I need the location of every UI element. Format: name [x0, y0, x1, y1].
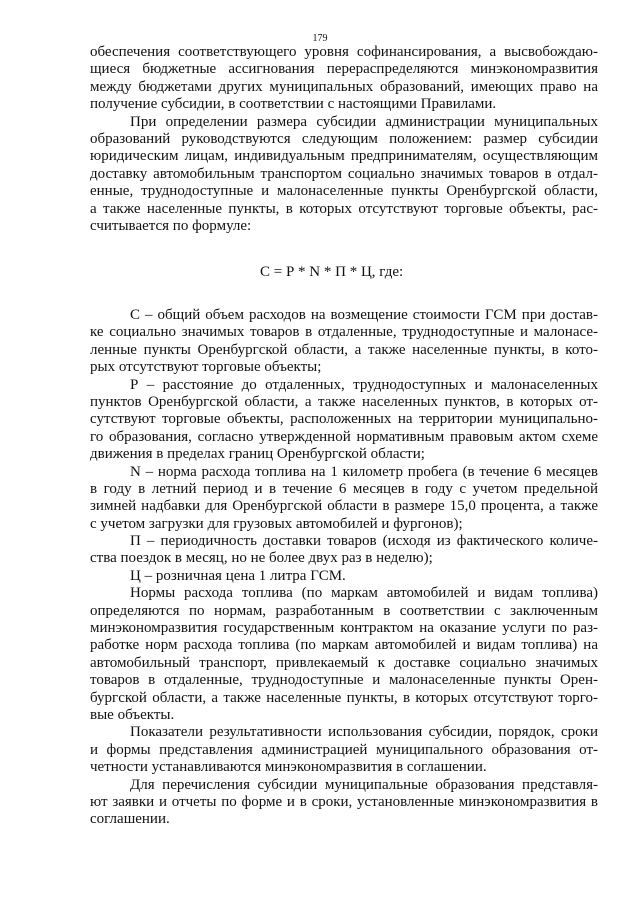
text-line: бургской области, а также населенные пункты, в которых отсутствуют торго- [90, 689, 598, 706]
text-line: При определении размера субсидии администрации муниципальных [130, 113, 598, 130]
page-number: 179 [312, 33, 328, 44]
text-line: соглашении. [90, 811, 170, 828]
text-line: в году в летний период и в течение 6 месяцев в году с учетом предельной [90, 480, 598, 497]
text-line: енные, труднодоступные и малонаселенные пункты Оренбургской области, [90, 183, 598, 200]
text-line: щиеся бюджетные ассигнования перераспределяются минэкономразвития [90, 61, 598, 78]
text-line: минэкономразвития государственным контрактом на оказание услуги по раз- [90, 620, 598, 637]
text-line: четности устанавливаются минэкономразвития в соглашении. [90, 759, 487, 776]
text-line: ства поездок в месяц, но не более двух раз в неделю); [90, 550, 433, 567]
text-line: движения в пределах границ Оренбургской области; [90, 446, 425, 463]
text-line: а также населенные пункты, в которых отсутствуют торговые объекты, рас- [90, 200, 598, 217]
text-block-definitions [90, 307, 598, 829]
text-line: пунктов Оренбургской области, а также населенных пунктов, в которых от- [90, 393, 598, 410]
text-line: ке социально значимых товаров в отдаленные, труднодоступные и малонасе- [90, 324, 598, 341]
text-line: товаров в отдаленные, труднодоступные и малонаселенные пункты Орен- [90, 672, 598, 689]
text-line: получение субсидии, в соответствии с настоящими Правилами. [90, 96, 497, 113]
text-block-top [90, 44, 598, 235]
text-line: определяются по нормам, разработанным в соответствии с заключенным [90, 602, 598, 619]
text-line: С – общий объем расходов на возмещение стоимости ГСМ при достав- [130, 307, 598, 323]
text-line: доставку автомобильным транспортом социально значимых товаров в отдал- [90, 165, 598, 182]
text-line: зимней надбавки для Оренбургской области в размере 15,0 процента, а также [90, 498, 598, 515]
formula: С = Р * N * П * Ц, где: [260, 264, 404, 280]
text-line: ют заявки и отчеты по форме и в сроки, установленные минэкономразвития в [90, 793, 598, 810]
text-line: Показатели результативности использования субсидии, порядок, сроки [130, 724, 598, 741]
text-line: ленные пункты Оренбургской области, а также населенные пункты, в кото- [90, 341, 598, 358]
text-line: работке норм расхода топлива (по маркам автомобилей и видам топлива) на [90, 637, 598, 654]
text-line: с учетом загрузки для грузовых автомобилей и фургонов); [90, 515, 463, 532]
text-line: го образования, согласно утвержденной нормативным правовым актом схеме [90, 428, 598, 445]
text-line: Ц – розничная цена 1 литра ГСМ. [130, 567, 346, 584]
text-line: автомобильный транспорт, привлекаемый к доставке социально значимых [90, 654, 598, 671]
text-line: и формы представления администрацией муниципального образования от- [90, 741, 598, 758]
text-line: N – норма расхода топлива на 1 километр пробега (в течение 6 месяцев [130, 463, 598, 480]
text-line: Для перечисления субсидии муниципальные образования представля- [130, 776, 598, 793]
text-line: обеспечения соответствующего уровня софинансирования, а высвобождаю- [90, 44, 598, 60]
text-line: вые объекты. [90, 706, 175, 723]
text-line: сутствуют торговые объекты, расположенных на территории муниципально- [90, 411, 598, 428]
text-line: Р – расстояние до отдаленных, труднодоступных и малонаселенных [130, 376, 598, 393]
text-line: считывается по формуле: [90, 217, 252, 234]
text-line: П – периодичность доставки товаров (исходя из фактического количе- [130, 533, 598, 550]
text-line: Нормы расхода топлива (по маркам автомобилей и видам топлива) [130, 585, 598, 602]
text-line: юридическим лицам, индивидуальным предпринимателям, осуществляющим [90, 148, 598, 165]
text-line: между бюджетами других муниципальных образований, имеющих право на [90, 78, 598, 95]
text-line: рых отсутствуют торговые объекты; [90, 359, 322, 376]
text-line: образований руководствуются следующим положением: размер субсидии [90, 130, 598, 147]
